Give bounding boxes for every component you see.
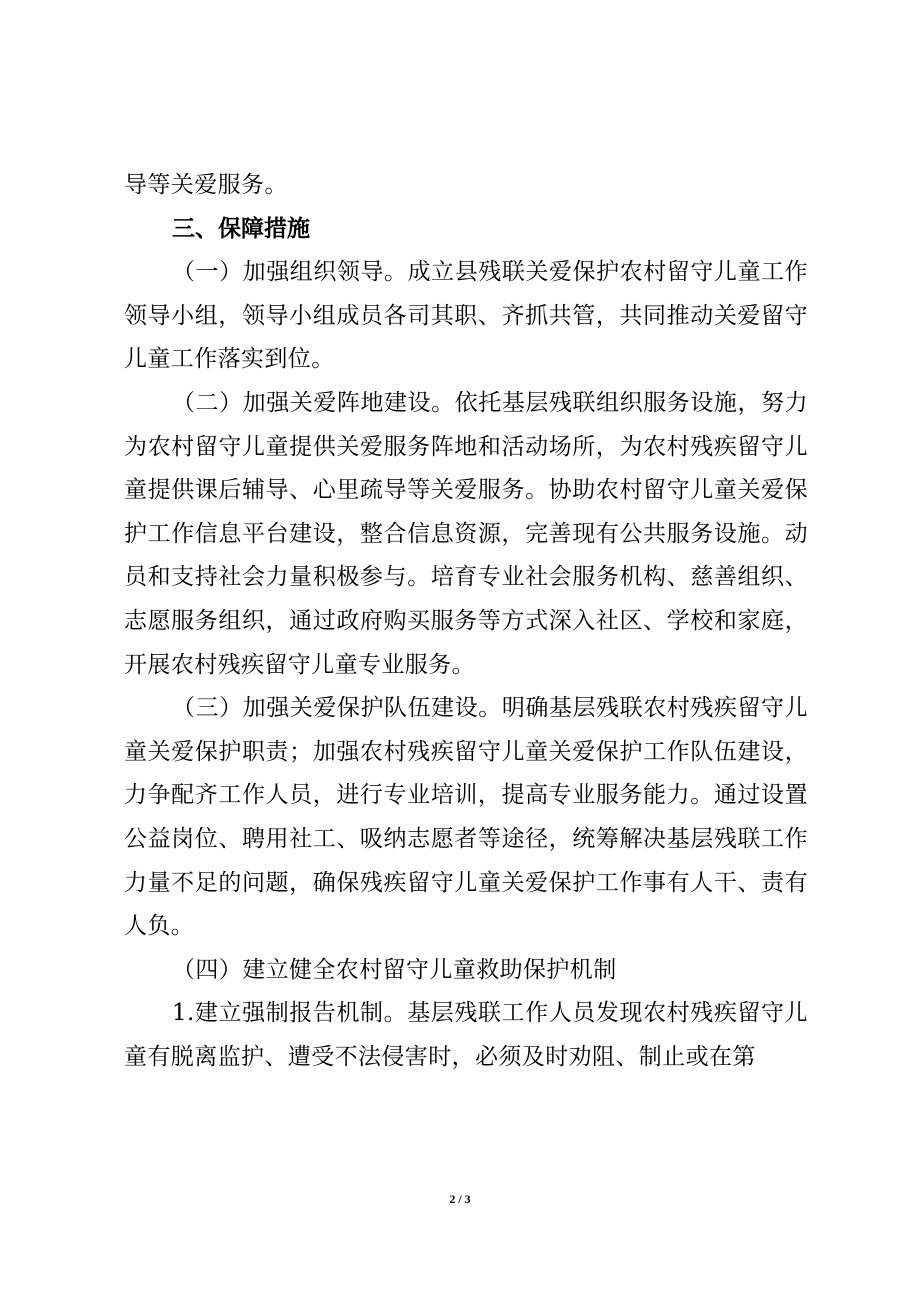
page-number: 2 / 3 <box>449 1192 471 1206</box>
continuation-text: 导等关爱服务。 <box>124 172 288 198</box>
section-heading: 三、保障措施 <box>172 215 310 242</box>
paragraph-mechanism-title: （四）建立健全农村留守儿童救助保护机制 <box>172 956 617 983</box>
paragraph-facilities: （二）加强关爱阵地建设。依托基层残联组织服务设施，努力为农村留守儿童提供关爱服务阵地和活动场所，为农村残疾留守儿童提供课后辅导、心里疏导等关爱服务。协助农村留守儿童关爱保护工作信息平台建设，整合信息资源，完善现有公共服务设施。动员和支持社会力量积极参与。培育专业社会服务机构、慈善组织、志愿服务组织，通过政府购买服务等方式深入社区、学校和家庭，开展农村残疾留守儿童专业服务。 <box>124 389 808 678</box>
paragraph-reporting: 1.建立强制报告机制。基层残联工作人员发现农村残疾留守儿童有脱离监护、遭受不法侵害时，必须及时劝阻、制止或在第 <box>124 1000 808 1070</box>
paragraph-team: （三）加强关爱保护队伍建设。明确基层残联农村残疾留守儿童关爱保护职责；加强农村残疾留守儿童关爱保护工作队伍建设，力争配齐工作人员，进行专业培训，提高专业服务能力。通过设置公益岗位、聘用社工、吸纳志愿者等途径，统筹解决基层残联工作力量不足的问题，确保残疾留守儿童关爱保护工作事有人干、责有人负。 <box>124 695 808 940</box>
paragraph-organization: （一）加强组织领导。成立县残联关爱保护农村留守儿童工作领导小组，领导小组成员各司其职、齐抓共管，共同推动关爱留守儿童工作落实到位。 <box>124 259 808 373</box>
document-body <box>124 164 808 1079</box>
